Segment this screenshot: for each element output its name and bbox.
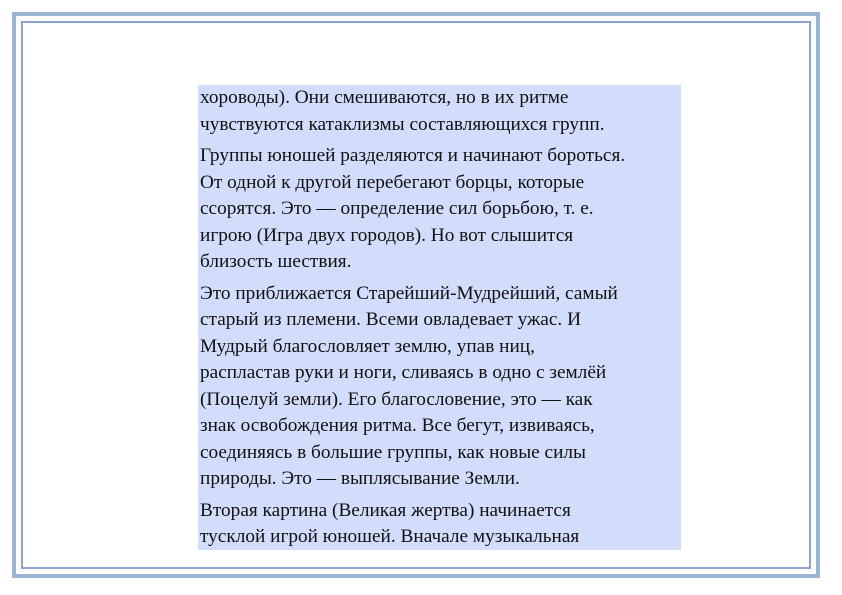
text-line: чувствуются катаклизмы составляющихся групп. xyxy=(200,113,605,135)
text-line: игрою (Игра двух городов). Но вот слышится xyxy=(200,224,574,246)
text-line: тусклой игрой юношей. Вначале музыкальная xyxy=(200,526,580,547)
text-line: хороводы). Они смешиваются, но в их ритме xyxy=(200,87,569,108)
text-line: природы. Это — выплясывание Земли. xyxy=(200,468,520,489)
text-line: От одной к другой перебегают борцы, которые xyxy=(200,171,585,193)
text-line: соединяясь в большие группы, как новые силы xyxy=(200,441,587,463)
text-box xyxy=(198,85,681,550)
text-line: (Поцелуй земли). Его благословение, это — как xyxy=(200,388,593,410)
text-line: Группы юношей разделяются и начинают бороться. xyxy=(200,145,626,166)
text-line: Это приближается Старейший-Мудрейший, самый xyxy=(200,282,618,304)
paragraph-2 xyxy=(200,143,681,276)
paragraph-3 xyxy=(200,281,681,493)
text-line: Мудрый благословляет землю, упав ниц, xyxy=(200,335,535,357)
text-line: ссорятся. Это — определение сил борьбою, т. е. xyxy=(200,198,594,219)
text-line: близость шествия. xyxy=(200,251,352,272)
paragraph-1 xyxy=(200,85,681,138)
text-line: знак освобождения ритма. Все бегут, извиваясь, xyxy=(200,415,595,436)
text-line: Вторая картина (Великая жертва) начинается xyxy=(200,499,571,521)
paragraph-4 xyxy=(200,498,681,551)
text-line: распластав руки и ноги, сливаясь в одно с землёй xyxy=(200,362,607,383)
text-line: старый из племени. Всеми овладевает ужас. И xyxy=(200,309,581,330)
